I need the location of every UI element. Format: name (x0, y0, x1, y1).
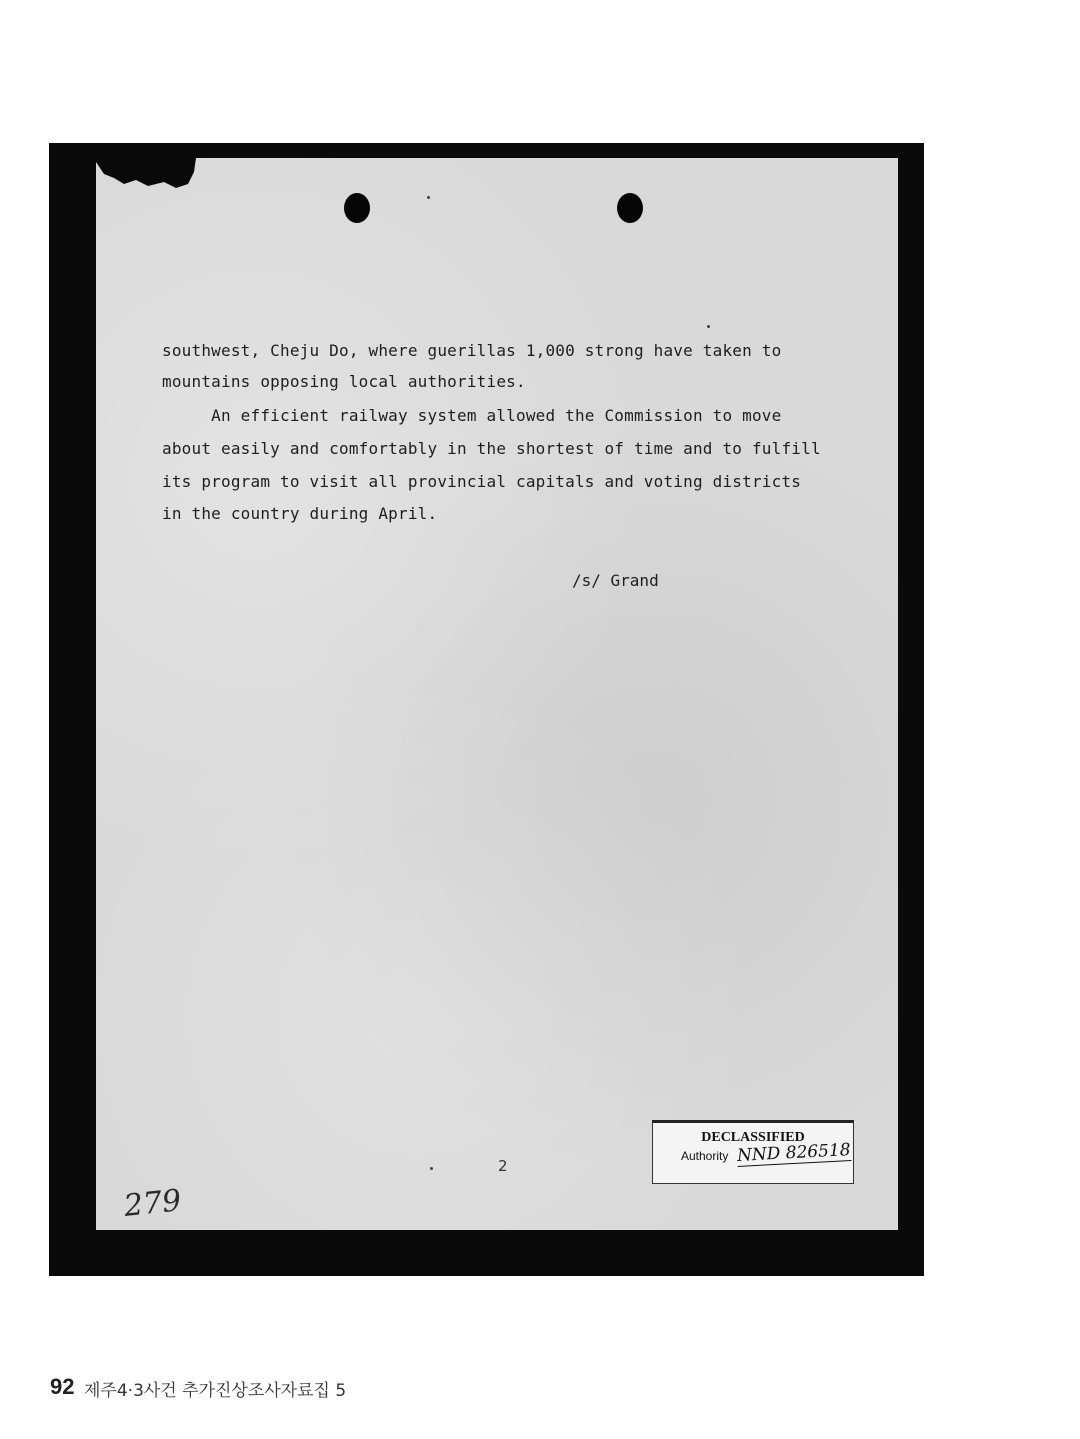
paper-speck (427, 196, 430, 199)
declassified-stamp (652, 1120, 854, 1184)
document-page (96, 158, 898, 1230)
typed-line-2: mountains opposing local authorities. (162, 372, 526, 391)
stamp-authority-value: NND 826518 (736, 1140, 852, 1166)
typed-line-6: in the country during April. (162, 504, 438, 523)
typed-line-4: about easily and comfortably in the shortest of time and to fulfill (162, 439, 821, 458)
typed-line-1: southwest, Cheju Do, where guerillas 1,000 strong have taken to (162, 341, 782, 360)
paper-speck (430, 1167, 433, 1170)
stamp-authority-label: Authority (681, 1149, 729, 1163)
paper-speck (707, 325, 710, 328)
handwritten-number: 279 (122, 1183, 183, 1224)
typed-line-5: its program to visit all provincial capitals and voting districts (162, 472, 802, 491)
footer-book-title: 제주4·3사건 추가진상조사자료집 5 (84, 1381, 347, 1401)
signature: /s/ Grand (572, 571, 659, 590)
footer-page-number: 92 (50, 1374, 75, 1399)
document-page-number: 2 (498, 1157, 508, 1175)
typed-line-3: An efficient railway system allowed the Commission to move (162, 406, 782, 425)
stamp-title: DECLASSIFIED (701, 1130, 805, 1145)
punch-hole-right (617, 193, 643, 223)
punch-hole-left (344, 193, 370, 223)
torn-corner (96, 158, 196, 190)
